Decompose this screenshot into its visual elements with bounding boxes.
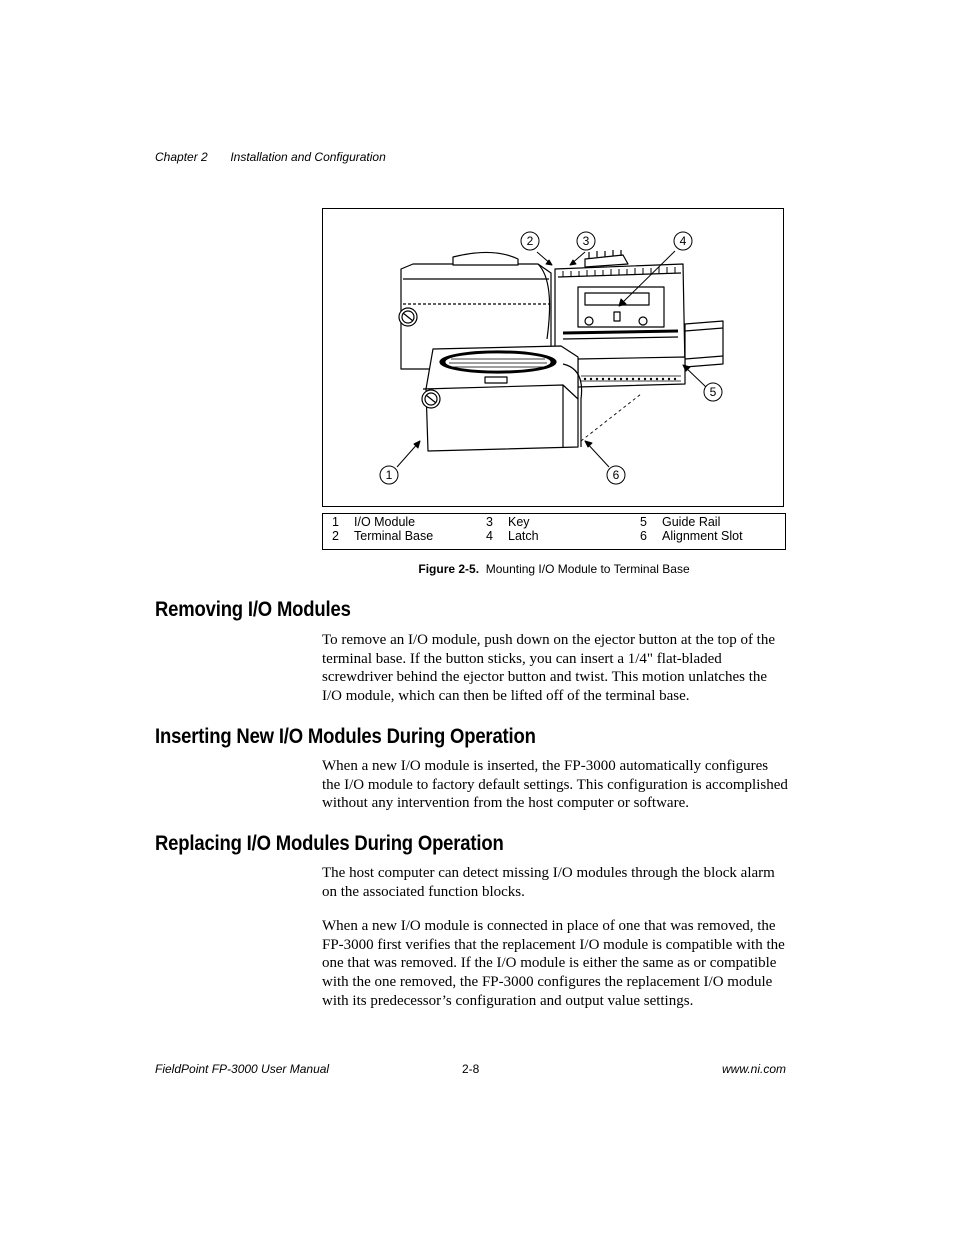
legend-label: Key: [508, 515, 530, 529]
legend-num: 2: [332, 529, 339, 543]
running-head: [155, 150, 386, 164]
rail-module-drawing: [555, 250, 723, 374]
legend-label: Alignment Slot: [662, 529, 743, 543]
figure-title: Mounting I/O Module to Terminal Base: [485, 562, 690, 576]
legend-num: 4: [486, 529, 493, 543]
figure-illustration: [322, 208, 784, 507]
section-heading-inserting: Inserting New I/O Modules During Operation: [155, 725, 536, 748]
legend-num: 5: [640, 515, 647, 529]
legend-item: [640, 529, 743, 543]
chapter-label: Chapter 2: [155, 150, 208, 164]
legend-label: Terminal Base: [354, 529, 434, 543]
legend-item: [332, 529, 433, 543]
legend-item: [640, 515, 720, 529]
callout-2-label: 2: [526, 234, 534, 248]
footer-website-link[interactable]: www.ni.com: [721, 1062, 786, 1076]
footer-page-number: 2-8: [462, 1062, 480, 1076]
io-module-mounting-drawing: [323, 209, 783, 506]
callout-3-label: 3: [582, 234, 590, 248]
callout-1: [380, 466, 398, 484]
legend-num: 1: [332, 515, 339, 529]
callout-5-label: 5: [709, 385, 717, 399]
section-paragraph: When a new I/O module is connected in place of one that was removed, the FP-3000 first verifies that the replacement I/O module is compatible with the one that was removed. If the I/O module is either the same as or compatible with the one removed, the FP-3000 configures the replacement I/O module with its predecessor’s configuration and output value settings.: [322, 918, 785, 1009]
callout-3: [577, 232, 595, 250]
figure-caption: [322, 562, 786, 576]
callout-1-label: 1: [385, 468, 393, 482]
legend-item: [486, 529, 539, 543]
callout-2: [521, 232, 539, 250]
connector-strip-drawing: [578, 357, 685, 387]
legend-label: Latch: [508, 529, 539, 543]
legend-label: I/O Module: [354, 515, 416, 529]
callout-6-label: 6: [612, 468, 620, 482]
legend-item: [486, 515, 530, 529]
chapter-title: Installation and Configuration: [230, 150, 386, 164]
footer-manual-title: FieldPoint FP-3000 User Manual: [155, 1062, 330, 1076]
figure-legend: [322, 513, 786, 550]
section-heading-replacing: Replacing I/O Modules During Operation: [155, 832, 504, 855]
callout-5: [704, 383, 722, 401]
legend-label: Guide Rail: [662, 515, 721, 529]
callout-4-label: 4: [679, 234, 687, 248]
section-paragraph: The host computer can detect missing I/O modules through the block alarm on the associated function blocks.: [322, 865, 775, 900]
figure-number: Figure 2-5.: [418, 562, 480, 576]
section-paragraph: To remove an I/O module, push down on the ejector button at the top of the terminal base. If the button sticks, you can insert a 1/4" flat-bladed screwdriver behind the ejector button and twist. This motion unlatches the I/O module, which can then be lifted off of the terminal base.: [322, 632, 776, 705]
legend-item: [332, 515, 415, 529]
io-module-drawing: [423, 346, 582, 451]
legend-num: 6: [640, 529, 647, 543]
section-heading-removing: Removing I/O Modules: [155, 598, 351, 621]
callout-4: [674, 232, 692, 250]
callout-6: [607, 466, 625, 484]
legend-num: 3: [486, 515, 493, 529]
section-paragraph: When a new I/O module is inserted, the FP-3000 automatically configures the I/O module to factory default settings. This configuration is accomplished without any intervention from the host computer or software.: [322, 758, 788, 812]
